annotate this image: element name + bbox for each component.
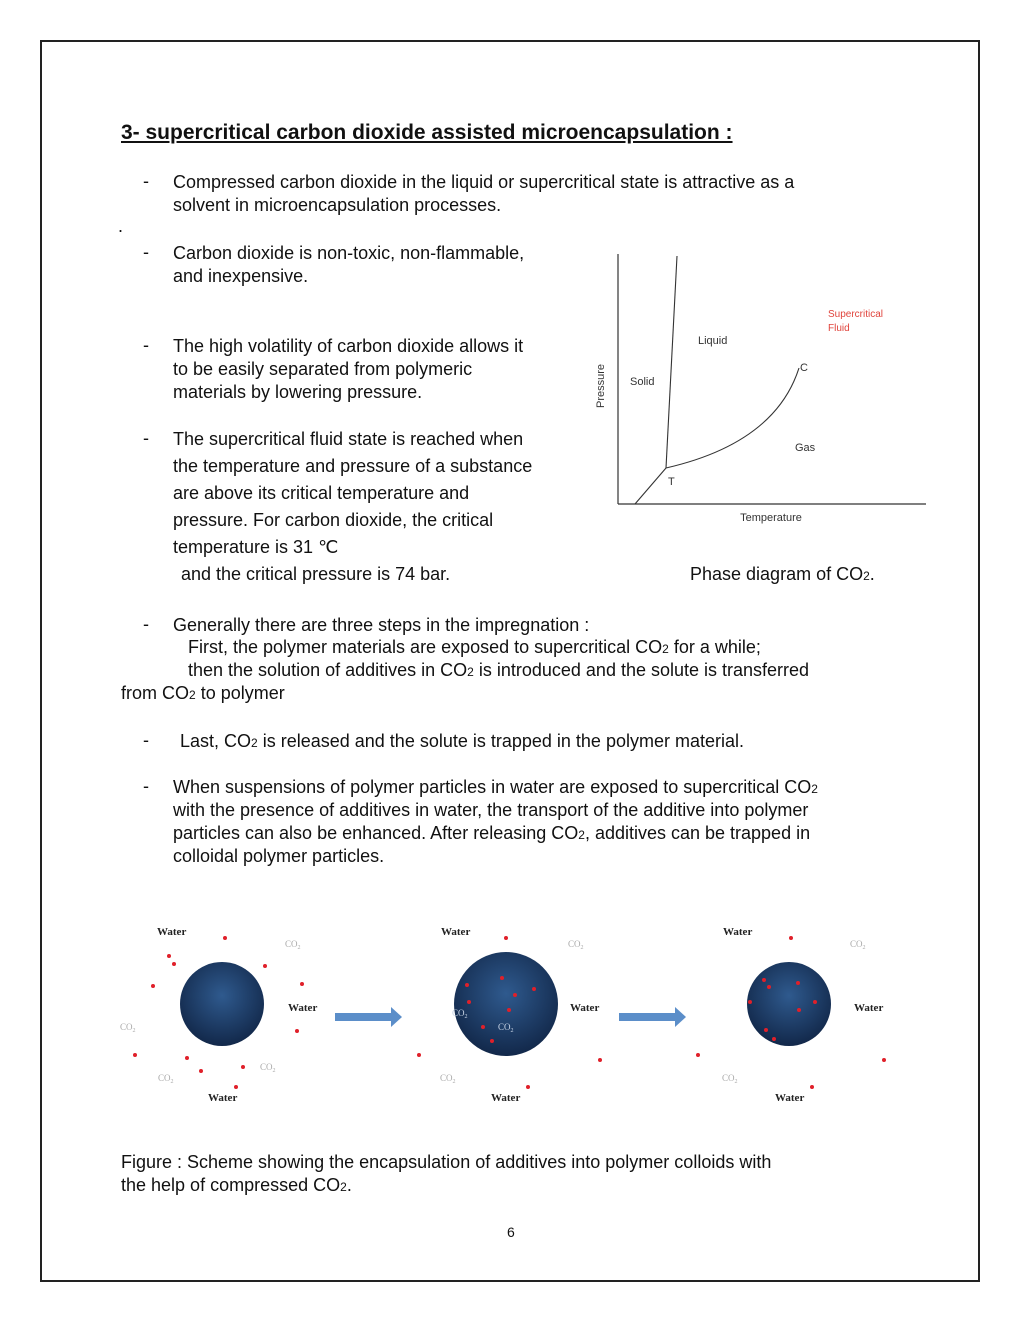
- bullet-marker: -: [143, 730, 149, 750]
- additive-dot: [513, 993, 517, 997]
- additive-dot: [417, 1053, 421, 1057]
- p7-line-2: with the presence of additives in water, the transport of the additive into polymer: [173, 800, 809, 820]
- additive-dot: [500, 976, 504, 980]
- additive-dot: [300, 982, 304, 986]
- p7-line-4: colloidal polymer particles.: [173, 846, 385, 866]
- water-label: Water: [854, 1002, 884, 1014]
- additive-dot: [696, 1053, 700, 1057]
- p7-line-3: particles can also be enhanced. After releasing CO2, additives can be trapped in: [173, 823, 811, 843]
- p5-line-1: Generally there are three steps in the impregnation :: [173, 615, 590, 635]
- additive-dot: [481, 1025, 485, 1029]
- supercritical-label-1: Supercritical: [828, 309, 884, 320]
- additive-dot: [532, 987, 536, 991]
- additive-dot: [762, 978, 766, 982]
- process-arrow: [335, 1007, 402, 1027]
- additive-dot: [199, 1069, 203, 1073]
- co2-label: $CO_2$: [120, 1022, 136, 1034]
- additive-dot: [882, 1058, 886, 1062]
- co2-label: $CO_2$: [850, 939, 866, 951]
- p2-line-1: Carbon dioxide is non-toxic, non-flammable,: [173, 243, 525, 263]
- additive-dot: [465, 983, 469, 987]
- bullet-marker: -: [143, 428, 149, 448]
- additive-dot: [789, 936, 793, 940]
- melting-curve: [666, 256, 677, 468]
- p4-line-2: the temperature and pressure of a substance: [173, 456, 533, 476]
- additive-dot: [797, 1008, 801, 1012]
- additive-dot: [151, 984, 155, 988]
- co2-label: $CO_2$: [260, 1062, 276, 1074]
- process-arrow: [619, 1007, 686, 1027]
- additive-dot: [598, 1058, 602, 1062]
- p5-line-3: then the solution of additives in CO2 is introduced and the solute is transferred: [188, 660, 810, 680]
- p2-line-2: and inexpensive.: [173, 266, 309, 286]
- additive-dot: [234, 1085, 238, 1089]
- co2-label: $CO_2$: [498, 1022, 514, 1034]
- additive-dot: [772, 1037, 776, 1041]
- p4-line-3: are above its critical temperature and: [173, 483, 470, 503]
- p7-line-1: When suspensions of polymer particles in water are exposed to supercritical CO2: [173, 777, 818, 797]
- additive-dot: [263, 964, 267, 968]
- encapsulation-scheme: [110, 915, 910, 1115]
- p3-line-3: materials by lowering pressure.: [173, 382, 423, 402]
- region-solid: Solid: [630, 376, 655, 388]
- region-gas: Gas: [795, 442, 816, 454]
- stray-dot: .: [118, 216, 124, 236]
- co2-label: $CO_2$: [452, 1008, 468, 1020]
- additive-dot: [764, 1028, 768, 1032]
- swollen-polymer-particle: [454, 952, 558, 1056]
- p4-line-5: temperature is 31 ℃: [173, 537, 339, 557]
- bullet-marker: -: [143, 171, 149, 191]
- section-heading: 3- supercritical carbon dioxide assisted microencapsulation :: [121, 121, 733, 144]
- phase-diagram-caption: Phase diagram of CO2.: [690, 564, 875, 584]
- figure-caption-line-2: the help of compressed CO2.: [121, 1175, 352, 1195]
- additive-dot: [223, 936, 227, 940]
- x-axis-label: Temperature: [740, 512, 802, 524]
- water-label: Water: [208, 1092, 238, 1104]
- additive-dot: [490, 1039, 494, 1043]
- p3-line-1: The high volatility of carbon dioxide allows it: [173, 336, 524, 356]
- p4-line-6: and the critical pressure is 74 bar.: [181, 564, 451, 584]
- p3-line-2: to be easily separated from polymeric: [173, 359, 473, 379]
- additive-dot: [813, 1000, 817, 1004]
- co2-label: $CO_2$: [568, 939, 584, 951]
- bullet-marker: -: [143, 335, 149, 355]
- critical-point-label: C: [800, 362, 808, 374]
- co2-label: $CO_2$: [158, 1073, 174, 1085]
- water-label: Water: [570, 1002, 600, 1014]
- y-axis-label: Pressure: [595, 363, 607, 409]
- additive-dot: [767, 985, 771, 989]
- supercritical-label-2: Fluid: [828, 323, 850, 334]
- phase-diagram: [590, 248, 930, 530]
- water-label: Water: [491, 1092, 521, 1104]
- figure-caption-line-1: Figure : Scheme showing the encapsulation of additives into polymer colloids with: [121, 1152, 772, 1172]
- scheme-panel-1: [120, 926, 317, 1104]
- triple-point-label: T: [668, 476, 675, 488]
- additive-dot: [167, 954, 171, 958]
- additive-dot: [526, 1085, 530, 1089]
- page-number: 6: [507, 1224, 515, 1240]
- water-label: Water: [723, 926, 753, 938]
- bullet-marker: -: [143, 776, 149, 796]
- region-liquid: Liquid: [698, 335, 728, 347]
- p6-line: Last, CO2 is released and the solute is trapped in the polymer material.: [180, 731, 744, 751]
- loaded-polymer-particle: [747, 962, 831, 1046]
- additive-dot: [241, 1065, 245, 1069]
- scheme-panel-3: [696, 926, 886, 1104]
- additive-dot: [796, 981, 800, 985]
- vaporization-curve: [666, 368, 799, 468]
- p5-line-2: First, the polymer materials are exposed to supercritical CO2 for a while;: [188, 637, 761, 657]
- co2-label: $CO_2$: [440, 1073, 456, 1085]
- p4-line-4: pressure. For carbon dioxide, the critical: [173, 510, 494, 530]
- bullet-marker: -: [143, 242, 149, 262]
- p4-line-1: The supercritical fluid state is reached when: [173, 429, 524, 449]
- additive-dot: [504, 936, 508, 940]
- additive-dot: [748, 1000, 752, 1004]
- co2-label: $CO_2$: [722, 1073, 738, 1085]
- p5-line-4: from CO2 to polymer: [121, 683, 285, 703]
- sublimation-curve: [635, 468, 666, 504]
- p1-line-2: solvent in microencapsulation processes.: [173, 195, 502, 215]
- additive-dot: [172, 962, 176, 966]
- bullet-marker: -: [143, 614, 149, 634]
- polymer-particle: [180, 962, 264, 1046]
- co2-label: $CO_2$: [285, 939, 301, 951]
- additive-dot: [810, 1085, 814, 1089]
- additive-dot: [133, 1053, 137, 1057]
- water-label: Water: [157, 926, 187, 938]
- water-label: Water: [441, 926, 471, 938]
- p1-line-1: Compressed carbon dioxide in the liquid or supercritical state is attractive as a: [173, 172, 795, 192]
- water-label: Water: [775, 1092, 805, 1104]
- scheme-panel-2: [417, 926, 602, 1104]
- additive-dot: [467, 1000, 471, 1004]
- water-label: Water: [288, 1002, 318, 1014]
- additive-dot: [295, 1029, 299, 1033]
- additive-dot: [185, 1056, 189, 1060]
- additive-dot: [507, 1008, 511, 1012]
